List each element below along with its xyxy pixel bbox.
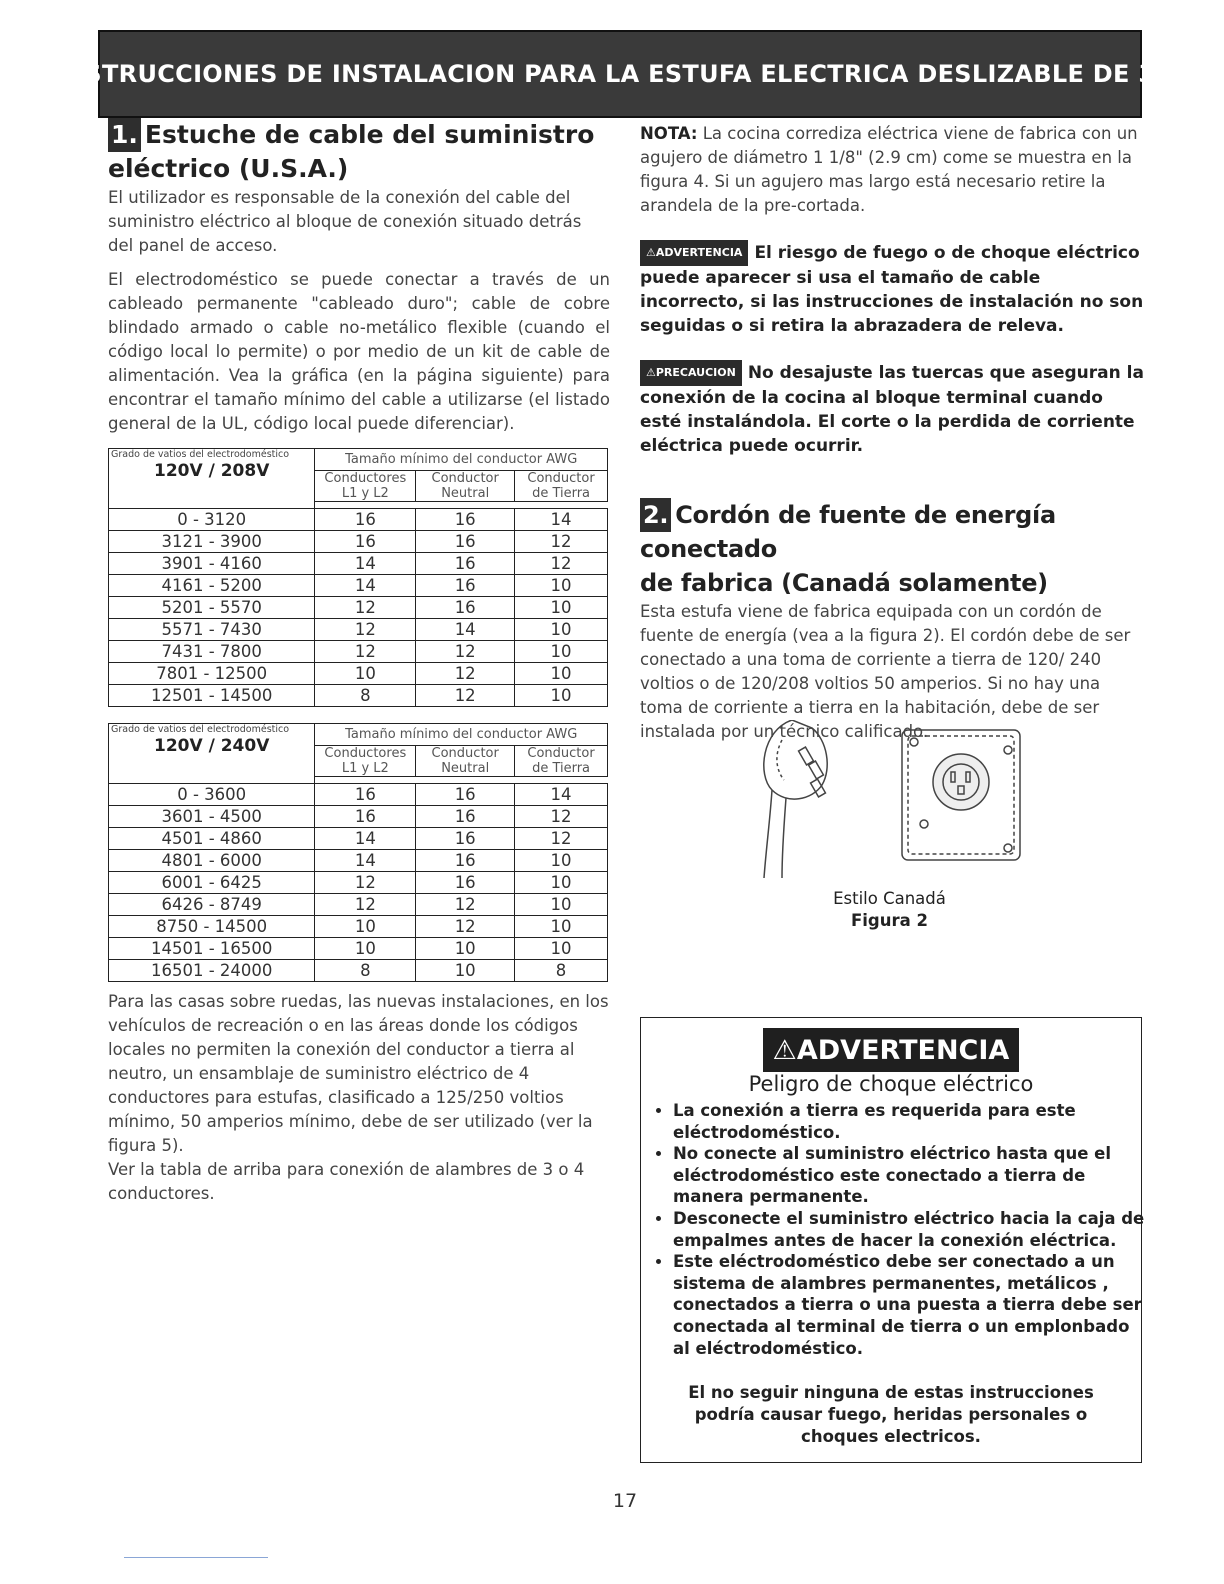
right-column xyxy=(640,122,1145,744)
table-cell: 12 xyxy=(416,663,515,685)
table2-col1-head: Conductores L1 y L2 xyxy=(315,746,416,777)
table-cell: 6001 - 6425 xyxy=(109,872,315,894)
table-cell: 16 xyxy=(416,531,515,553)
table-row xyxy=(109,938,608,960)
footer-link-line xyxy=(124,1557,268,1558)
table1-tamano-label: Tamaño mínimo del conductor AWG xyxy=(315,449,608,471)
table-cell: 10 xyxy=(315,916,416,938)
section2-title-line1: Cordón de fuente de energía conectado xyxy=(640,501,1056,563)
page-number: 17 xyxy=(612,1490,638,1512)
table-cell: 16 xyxy=(416,509,515,531)
table-cell: 10 xyxy=(315,938,416,960)
table-cell: 10 xyxy=(515,872,608,894)
figure-2-illustration xyxy=(752,720,1042,880)
banner-title: INSTRUCCIONES DE INSTALACION PARA LA ESTUFA ELECTRICA DESLIZABLE DE 30" xyxy=(54,60,1186,88)
warning-item: • La conexión a tierra es requerida para este eléctrodoméstico. xyxy=(673,1100,1151,1143)
table-row xyxy=(109,784,608,806)
table-row xyxy=(109,828,608,850)
table1-voltage: 120V / 208V xyxy=(154,461,270,481)
table-cell: 8 xyxy=(315,685,416,707)
table-cell: 10 xyxy=(315,663,416,685)
advertencia-tag: ⚠ADVERTENCIA xyxy=(640,240,748,266)
warning-item: • Desconecte el suministro eléctrico hacia la caja de empalmes antes de hacer la conexión eléctrica. xyxy=(673,1208,1151,1251)
precaucion-text: No desajuste las tuercas que aseguran la conexión de la cocina al bloque terminal cuando esté instalándola. El corte o la perdida de corriente eléctrica puede ocurrir. xyxy=(640,363,1144,456)
table-cell: 6426 - 8749 xyxy=(109,894,315,916)
table-row xyxy=(109,685,608,707)
table-cell: 12 xyxy=(315,619,416,641)
table-cell: 12 xyxy=(416,685,515,707)
table-cell: 12 xyxy=(416,916,515,938)
table-cell: 3121 - 3900 xyxy=(109,531,315,553)
table-cell: 3601 - 4500 xyxy=(109,806,315,828)
table-cell: 12 xyxy=(315,872,416,894)
warning-item: • Este eléctrodoméstico debe ser conectado a un sistema de alambres permanentes, metálicos , conectados a tierra o una puesta a tierra debe ser conectada al terminal de tierra o un emplonbado al eléctrodoméstico. xyxy=(673,1251,1151,1359)
table-cell: 16 xyxy=(416,872,515,894)
table-row xyxy=(109,619,608,641)
table2-grado-cell xyxy=(109,724,315,777)
section1-para1: El utilizador es responsable de la conexión del cable del suministro eléctrico al bloque de conexión situado detrás del panel de acceso. xyxy=(108,188,582,255)
table-row xyxy=(109,872,608,894)
table-cell: 16 xyxy=(416,806,515,828)
table-cell: 10 xyxy=(515,894,608,916)
table-cell: 4501 - 4860 xyxy=(109,828,315,850)
table1-grado-label: Grado de vatios del electrodoméstico xyxy=(111,449,290,460)
table-cell: 12 xyxy=(315,894,416,916)
section2-title-line2: de fabrica (Canadá solamente) xyxy=(640,569,1048,597)
table-cell: 16 xyxy=(416,850,515,872)
table-row xyxy=(109,575,608,597)
table-cell: 16 xyxy=(416,784,515,806)
table-cell: 16 xyxy=(416,597,515,619)
section1-para2: El electrodoméstico se puede conectar a través de un cableado permanente "cableado duro"; cable de cobre blindado armado o cable no-metálico flexible (cuando el código local lo permite) o por medio de un kit de cable de alimentación. Vea la gráfica (en la página siguiente) para encontrar el tamaño mínimo del cable a utilizarse (el listado general de la UL, código local puede diferenciar). xyxy=(108,270,610,433)
table-cell: 16 xyxy=(416,828,515,850)
table-row xyxy=(109,531,608,553)
table-cell: 10 xyxy=(416,960,515,982)
table1-col3-head: Conductor de Tierra xyxy=(515,471,608,502)
table-cell: 16 xyxy=(315,784,416,806)
warning-box-list xyxy=(653,1100,1151,1359)
table-cell: 3901 - 4160 xyxy=(109,553,315,575)
table-cell: 10 xyxy=(416,938,515,960)
table2-tamano-label: Tamaño mínimo del conductor AWG xyxy=(315,724,608,746)
table1-grado-cell xyxy=(109,449,315,502)
section2-number: 2. xyxy=(640,498,671,532)
warning-box-title: Peligro de choque eléctrico xyxy=(748,1072,1034,1096)
table1-col2-head: Conductor Neutral xyxy=(416,471,515,502)
left-column xyxy=(108,118,610,1206)
table-cell: 10 xyxy=(515,850,608,872)
section1-para4: Ver la tabla de arriba para conexión de alambres de 3 o 4 conductores. xyxy=(108,1160,585,1203)
table-cell: 12 xyxy=(315,597,416,619)
table-row xyxy=(109,894,608,916)
table-cell: 0 - 3120 xyxy=(109,509,315,531)
table-cell: 16 xyxy=(315,806,416,828)
table2-col3-head: Conductor de Tierra xyxy=(515,746,608,777)
page-banner xyxy=(54,30,1186,118)
precaucion-paragraph xyxy=(640,360,1145,458)
table-cell: 16501 - 24000 xyxy=(109,960,315,982)
table-cell: 12 xyxy=(515,806,608,828)
table-cell: 12 xyxy=(515,828,608,850)
table-row xyxy=(109,850,608,872)
table-cell: 8 xyxy=(515,960,608,982)
table-cell: 14501 - 16500 xyxy=(109,938,315,960)
section1-title xyxy=(108,118,610,186)
table-cell: 16 xyxy=(416,575,515,597)
table-row xyxy=(109,509,608,531)
warning-item: • No conecte al suministro eléctrico hasta que el eléctrodoméstico este conectado a tierra de manera permanente. xyxy=(673,1143,1151,1208)
precaucion-tag: ⚠PRECAUCION xyxy=(640,360,742,386)
table-cell: 5571 - 7430 xyxy=(109,619,315,641)
table-cell: 10 xyxy=(515,916,608,938)
table-cell: 7431 - 7800 xyxy=(109,641,315,663)
nota-paragraph xyxy=(640,122,1145,218)
section1-title-line2: eléctrico (U.S.A.) xyxy=(108,154,349,183)
table-cell: 10 xyxy=(515,938,608,960)
advertencia-paragraph xyxy=(640,240,1145,338)
table-row xyxy=(109,597,608,619)
table1-col1-head: Conductores L1 y L2 xyxy=(315,471,416,502)
table-cell: 14 xyxy=(315,553,416,575)
table-cell: 12501 - 14500 xyxy=(109,685,315,707)
warning-box-tag: ⚠ ADVERTENCIA xyxy=(763,1028,1019,1072)
table-cell: 14 xyxy=(515,509,608,531)
table-cell: 10 xyxy=(515,685,608,707)
table-cell: 16 xyxy=(315,531,416,553)
table-cell: 16 xyxy=(416,553,515,575)
table2-col2-head: Conductor Neutral xyxy=(416,746,515,777)
figure-2-caption-block xyxy=(752,888,1027,932)
plug-and-receptacle-icon xyxy=(752,720,1042,880)
table-cell: 16 xyxy=(315,509,416,531)
table-row xyxy=(109,806,608,828)
shock-warning-box xyxy=(640,1017,1145,1463)
section1-number: 1. xyxy=(108,118,141,152)
section1-title-line1: Estuche de cable del suministro xyxy=(144,120,595,149)
table-row xyxy=(109,916,608,938)
table-cell: 0 - 3600 xyxy=(109,784,315,806)
table-cell: 10 xyxy=(515,619,608,641)
table-cell: 14 xyxy=(315,575,416,597)
advertencia-text: El riesgo de fuego o de choque eléctrico puede aparecer si usa el tamaño de cable incorrecto, si las instrucciones de instalación no son seguidas o si retira la abrazadera de releva. xyxy=(640,243,1144,336)
table2-voltage: 120V / 240V xyxy=(154,736,270,756)
table-cell: 12 xyxy=(315,641,416,663)
table-cell: 14 xyxy=(416,619,515,641)
table-cell: 12 xyxy=(416,641,515,663)
table-row xyxy=(109,553,608,575)
table-cell: 10 xyxy=(515,597,608,619)
table-cell: 14 xyxy=(315,828,416,850)
section2-para: Esta estufa viene de fabrica equipada con un cordón de fuente de energía (vea a la figura 2). El cordón debe de ser conectado a una toma de corriente a tierra de 120/ 240 voltios o de 120/208 voltios 50 amperios. Si no hay una toma de corriente a tierra en la habitación, debe de ser instalada por un técnico calificado. xyxy=(640,602,1131,741)
nota-text: La cocina corrediza eléctrica viene de fabrica con un agujero de diámetro 1 1/8" (2.9 cm) come se muestra en la figura 4. Si un agujero mas largo está necesario retire la arandela de la pre-cortada. xyxy=(640,124,1138,215)
table-row xyxy=(109,960,608,982)
table-cell: 10 xyxy=(515,663,608,685)
table-row xyxy=(109,663,608,685)
table-row xyxy=(109,641,608,663)
table2-body xyxy=(109,784,608,982)
table-cell: 8 xyxy=(315,960,416,982)
awg-table-240v xyxy=(108,723,608,982)
table-cell: 14 xyxy=(515,784,608,806)
section2-title xyxy=(640,498,1145,600)
awg-table-208v xyxy=(108,448,608,707)
table-cell: 12 xyxy=(515,553,608,575)
table-cell: 8750 - 14500 xyxy=(109,916,315,938)
table-cell: 5201 - 5570 xyxy=(109,597,315,619)
figure-2-label: Figura 2 xyxy=(851,911,928,930)
table-cell: 12 xyxy=(416,894,515,916)
table1-body xyxy=(109,509,608,707)
table-cell: 7801 - 12500 xyxy=(109,663,315,685)
table-cell: 12 xyxy=(515,531,608,553)
table-cell: 4801 - 6000 xyxy=(109,850,315,872)
table2-grado-label: Grado de vatios del electrodoméstico xyxy=(111,724,290,735)
table-cell: 4161 - 5200 xyxy=(109,575,315,597)
figure-2-caption: Estilo Canadá xyxy=(833,889,946,908)
table-cell: 10 xyxy=(515,575,608,597)
warning-box-footer: El no seguir ninguna de estas instrucciones podría causar fuego, heridas personales o choques electricos. xyxy=(688,1383,1094,1446)
nota-label: NOTA: xyxy=(640,124,698,143)
table-cell: 10 xyxy=(515,641,608,663)
section1-para3: Para las casas sobre ruedas, las nuevas instalaciones, en los vehículos de recreación o en las áreas donde los códigos locales no permiten la conexión del conductor a tierra al neutro, un ensamblaje de suministro eléctrico de 4 conductores para estufas, clasificado a 125/250 voltios mínimo, 50 amperios mínimo, debe de ser utilizado (ver la figura 5). xyxy=(108,992,609,1155)
table-cell: 14 xyxy=(315,850,416,872)
